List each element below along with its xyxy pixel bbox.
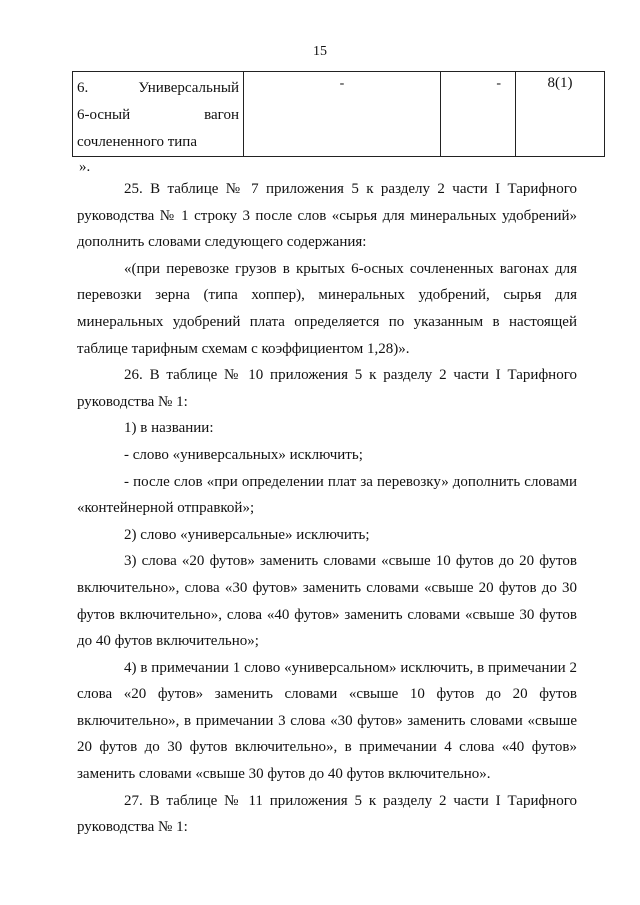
page-number: 15	[313, 44, 327, 59]
document-body	[77, 176, 577, 841]
wagon-name-word: Универсальный	[138, 80, 239, 96]
table-cell-wagon-name	[73, 72, 244, 157]
wagon-name-line-3: сочлененного типа	[77, 134, 197, 150]
wagon-axles: 6-осный	[77, 107, 131, 123]
table-cell-col2	[244, 72, 441, 157]
col2-value: -	[339, 76, 345, 91]
paragraph-26-item-1-a: - слово «универсальных» исключить;	[124, 446, 363, 463]
col3-value: -	[496, 76, 501, 91]
paragraph-26-item-1: 1) в названии:	[124, 420, 214, 437]
wagon-name-line-2	[77, 102, 239, 129]
paragraph-26-item-1-b: - после слов «при определении плат за перевозку» дополнить словами «контейнерной отправкой»;	[77, 473, 577, 517]
wagon-name-line-1	[77, 75, 239, 102]
paragraph-27: 27. В таблице № 11 приложения 5 к разделу 2 части I Тарифного руководства № 1:	[77, 792, 577, 836]
row-number: 6.	[77, 80, 89, 96]
paragraph-26-item-2: 2) слово «универсальные» исключить;	[124, 526, 370, 543]
paragraph-25: 25. В таблице № 7 приложения 5 к разделу 2 части I Тарифного руководства № 1 строку 3 после слов «сырья для минеральных удобрений» дополнить словами следующего содержания:	[77, 181, 577, 251]
col4-value: 8(1)	[547, 75, 573, 91]
wagon-word: вагон	[204, 107, 239, 123]
tariff-table	[72, 71, 605, 157]
closing-quote: ».	[79, 159, 91, 175]
paragraph-26-item-3: 3) слова «20 футов» заменить словами «свыше 10 футов до 20 футов включительно», слова «30 футов» заменить словами «свыше 20 футов до 30 футов включительно», слова «40 футов» заменить словами «свыше 30 футов до 40 футов включительно»;	[77, 553, 577, 650]
table-row	[73, 72, 605, 157]
paragraph-26: 26. В таблице № 10 приложения 5 к разделу 2 части I Тарифного руководства № 1:	[77, 367, 577, 410]
table-cell-col4	[516, 72, 605, 157]
table-cell-col3	[441, 72, 516, 157]
paragraph-26-item-4: 4) в примечании 1 слово «универсальном» исключить, в примечании 2 слова «20 футов» заменить словами «свыше 10 футов до 20 футов включительно», в примечании 3 слова «30 футов» заменить словами «свыше 20 футов до 30 футов включительно», в примечании 4 слова «40 футов» заменить словами «свыше 30 футов до 40 футов включительно».	[77, 659, 577, 783]
paragraph-25-quote: «(при перевозке грузов в крытых 6-осных сочлененных вагонах для перевозки зерна (типа хоппер), минеральных удобрений, сырья для минеральных удобрений плата определяется по указанным в настоящей таблице тарифным схемам с коэффициентом 1,28)».	[77, 260, 577, 357]
